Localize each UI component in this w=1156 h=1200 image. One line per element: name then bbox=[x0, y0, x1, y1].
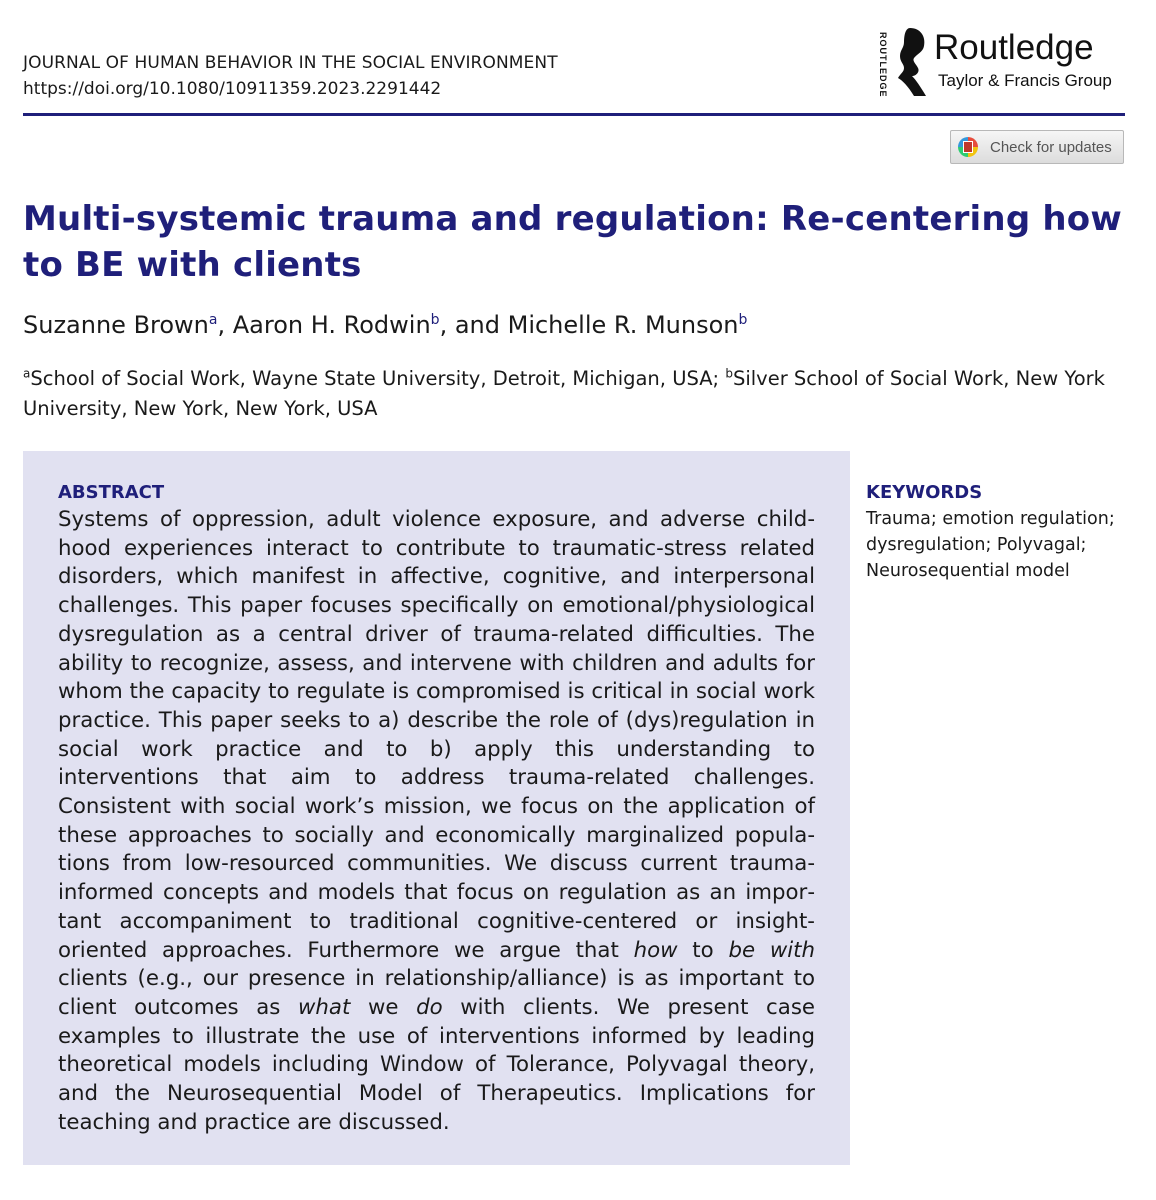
author-list bbox=[23, 308, 747, 342]
abstract-segment: with clients. We present case examples to illustrate the use of interventions informed by leading theoretical models including Window of Tolerance, Polyvagal theory, and the Neurosequential Model of Therapeutics. Implications for teaching and practice are discussed. bbox=[58, 994, 816, 1135]
crossmark-icon bbox=[958, 137, 978, 157]
routledge-head-icon bbox=[890, 24, 930, 100]
affiliation-mark: b bbox=[738, 312, 748, 328]
abstract-segment: Systems of oppression, adult violence exposure, and adverse childhood experiences interact to contribute to traumatic-stress related disorders, which manifest in affective, cognitive, and interpersonal challenges. This paper focuses specifically on emotional/physiological dysregulation as a central driver of trauma-related difficulties. The ability to recognize, assess, and intervene with children and adults for whom the capacity to regulate is compromised is critical in social work practice. This paper seeks to a) describe the role of (dys)regulation in social work practice and to b) apply this understanding to interventions that aim to address trauma-related challenges. Consistent with social work’s mission, we focus on the application of these approaches to socially and economically marginalized populations from low-resourced communities. We discuss current trauma-informed concepts and models that focus on regulation as an important accompaniment to traditional cognitive-centered or insight-oriented approaches. Furthermore we argue that bbox=[58, 507, 815, 963]
author-name[interactable]: Michelle R. Munson bbox=[507, 311, 739, 339]
publisher-logo[interactable] bbox=[872, 24, 1132, 100]
affiliation-text: School of Social Work, Wayne State University, Detroit, Michigan, USA; bbox=[30, 367, 726, 390]
abstract-segment: we bbox=[350, 994, 417, 1020]
check-for-updates-button[interactable] bbox=[950, 130, 1124, 164]
affiliation-mark: b bbox=[725, 366, 733, 381]
author-name[interactable]: Aaron H. Rodwin bbox=[232, 311, 431, 339]
abstract-emphasis: what bbox=[298, 994, 351, 1020]
affiliation-mark: a bbox=[208, 312, 218, 328]
publisher-name: Routledge bbox=[934, 28, 1094, 67]
check-for-updates-label: Check for updates bbox=[990, 138, 1112, 156]
abstract-text bbox=[58, 506, 815, 1137]
abstract-emphasis: do bbox=[416, 994, 443, 1020]
affiliations bbox=[23, 364, 1128, 424]
abstract-heading: ABSTRACT bbox=[58, 482, 165, 503]
affiliation-text: Silver School of Social Work, New York University, New York, New York, USA bbox=[23, 367, 1105, 420]
journal-header bbox=[23, 52, 558, 100]
affiliation-mark: b bbox=[430, 312, 440, 328]
keywords-heading: KEYWORDS bbox=[866, 482, 983, 503]
author-separator: , bbox=[217, 311, 233, 339]
abstract-box bbox=[23, 451, 850, 1165]
author-separator: , and bbox=[439, 311, 508, 339]
publisher-vertical-text: ROUTLEDGE bbox=[878, 32, 888, 98]
abstract-segment: clients (e.g., our presence in relationship/alliance) is as important to client outcomes as bbox=[58, 966, 815, 1020]
keywords-list: Trauma; emotion regulation; dysregulation; Polyvagal; Neurosequential model bbox=[866, 509, 1115, 581]
publisher-group: Taylor & Francis Group bbox=[938, 71, 1112, 90]
doi-link[interactable]: https://doi.org/10.1080/10911359.2023.2291442 bbox=[23, 79, 442, 99]
author-name[interactable]: Suzanne Brown bbox=[23, 311, 209, 339]
abstract-emphasis: how bbox=[633, 937, 678, 963]
header-divider bbox=[23, 113, 1125, 116]
article-title: Multi-systemic trauma and regulation: Re-centering how to BE with clients bbox=[23, 199, 1122, 285]
abstract-emphasis: be with bbox=[728, 937, 815, 963]
affiliation-mark: a bbox=[23, 366, 31, 381]
journal-name: JOURNAL OF HUMAN BEHAVIOR IN THE SOCIAL ENVIRONMENT bbox=[23, 53, 558, 73]
abstract-segment: to bbox=[677, 937, 729, 963]
